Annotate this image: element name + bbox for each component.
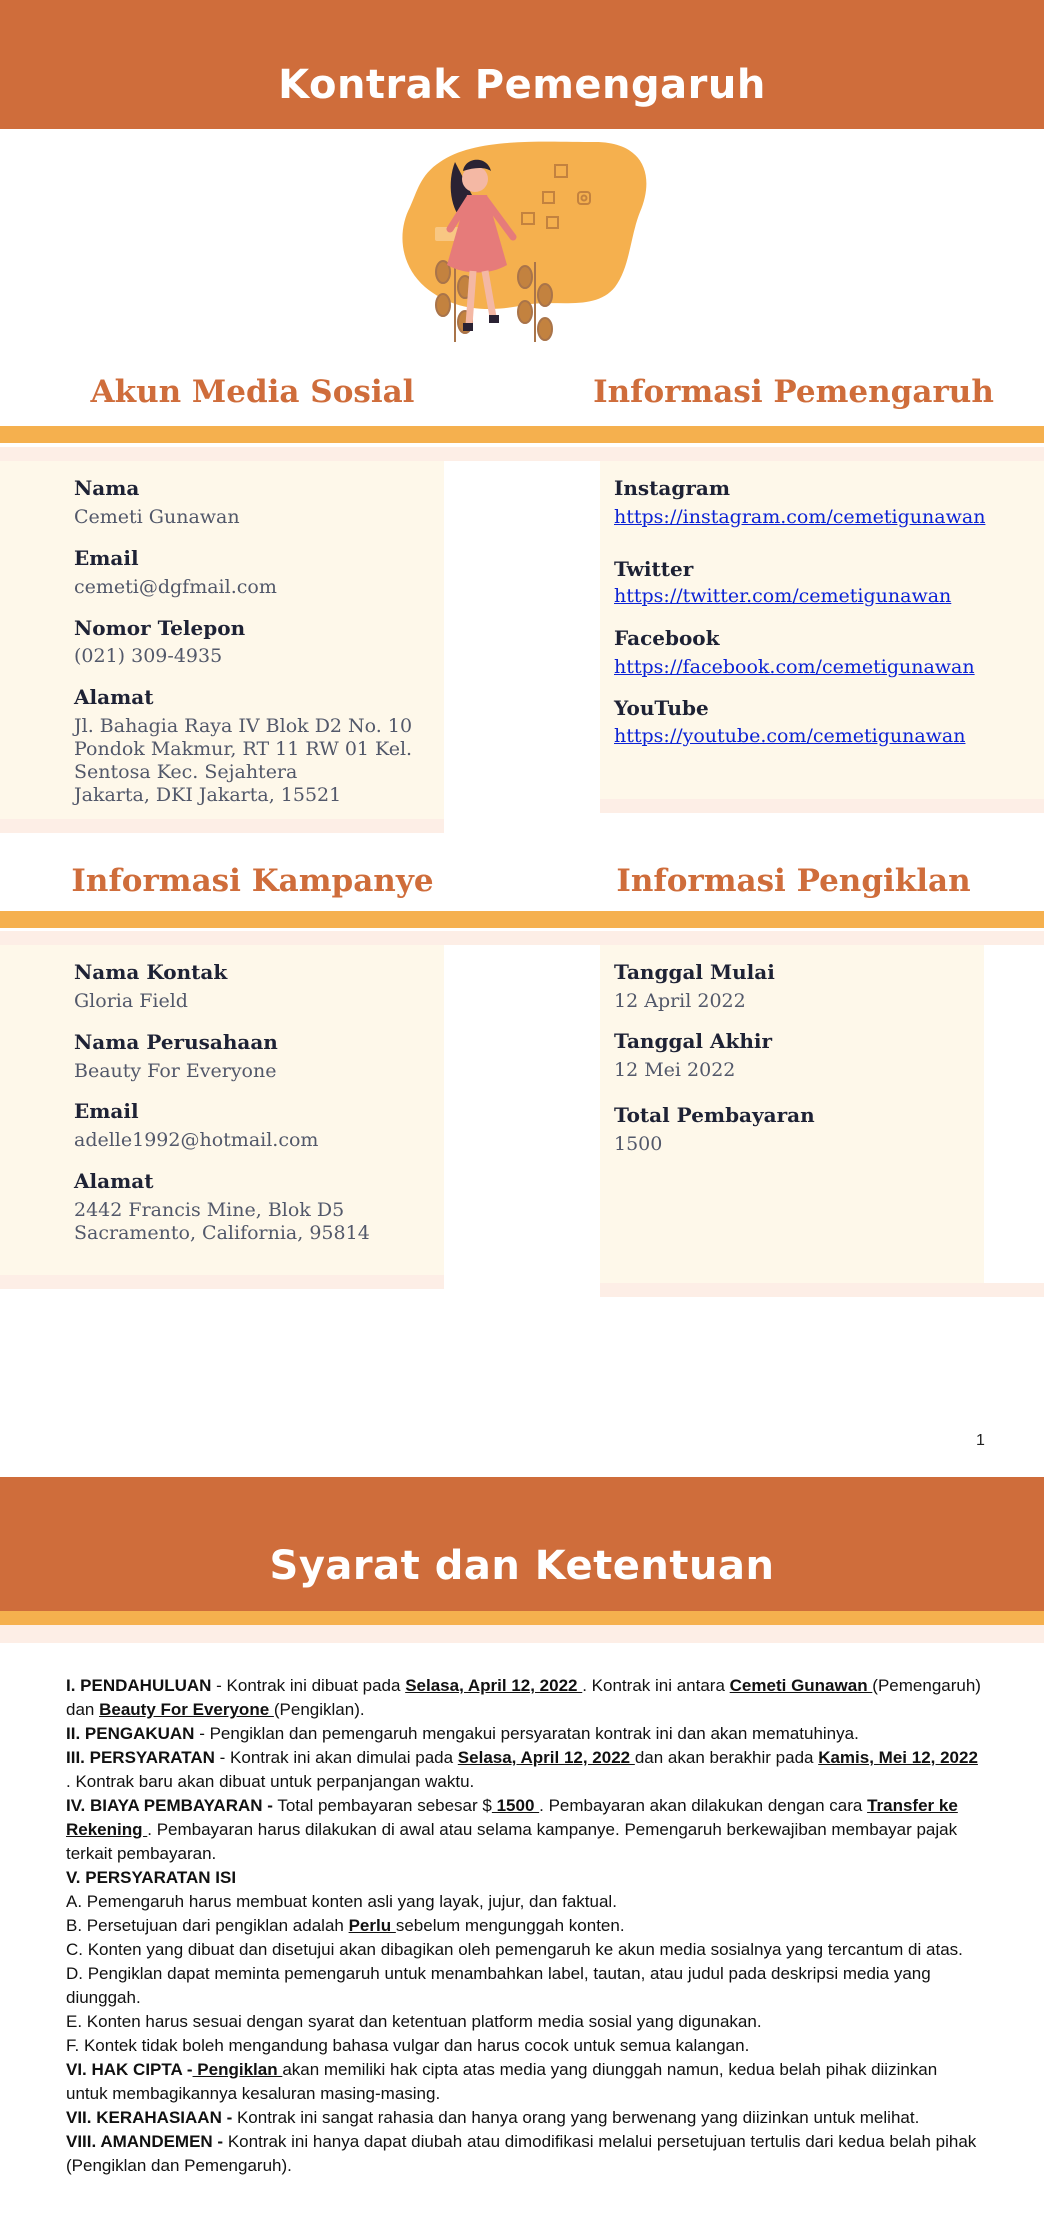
influencer-address-line: Jl. Bahagia Raya IV Blok D2 No. 10 (74, 715, 413, 737)
influencer-address-line: Sentosa Kec. Sejahtera (74, 761, 298, 783)
term-content-f: F. Kontek tidak boleh mengandung bahasa vulgar dan harus cocok untuk semua kalangan. (66, 2036, 750, 2055)
terms-body (66, 1674, 982, 2178)
contact-name-label: Nama Kontak (74, 960, 228, 984)
term-confidentiality: VII. KERAHASIAAN - Kontrak ini sangat rahasia dan hanya orang yang berwenang yang diizinkan untuk melihat. (66, 2108, 920, 2127)
terms-divider-strip (0, 1625, 1044, 1643)
divider-bar (0, 911, 1044, 928)
total-payment: 1500 (614, 1133, 663, 1155)
term-content-heading: V. PERSYARATAN ISI (66, 1868, 237, 1887)
divider-strip (0, 931, 1044, 945)
panel-bottom-strip (600, 799, 1044, 813)
campaign-address-line: Sacramento, California, 95814 (74, 1222, 370, 1244)
influencer-address-line: Jakarta, DKI Jakarta, 15521 (74, 784, 342, 806)
twitter-link[interactable]: https://twitter.com/cemetigunawan (614, 585, 952, 607)
youtube-label: YouTube (614, 696, 709, 720)
campaign-address-label: Alamat (74, 1169, 154, 1193)
divider-bar (0, 426, 1044, 443)
campaign-address-line: 2442 Francis Mine, Blok D5 (74, 1199, 345, 1221)
panel-bottom-strip (0, 819, 444, 833)
instagram-label: Instagram (614, 476, 730, 500)
influencer-phone: (021) 309-4935 (74, 645, 223, 667)
term-content-d: D. Pengiklan dapat meminta pemengaruh untuk menambahkan label, tautan, atau judul pada deskripsi media yang diunggah. (66, 1964, 931, 2007)
section-title-influencer: Informasi Pemengaruh (593, 374, 994, 410)
facebook-link[interactable]: https://facebook.com/cemetigunawan (614, 656, 975, 678)
end-date: 12 Mei 2022 (614, 1059, 736, 1081)
section-title-advertiser: Informasi Pengiklan (616, 863, 971, 899)
term-copyright: VI. HAK CIPTA - Pengiklan akan memiliki hak cipta atas media yang diunggah namun, kedua belah pihak diizinkan untuk membagikannya kesaluran masing-masing. (66, 2060, 938, 2103)
divider-strip (0, 447, 1044, 461)
terms-divider-bar (0, 1611, 1044, 1625)
campaign-email-label: Email (74, 1099, 139, 1123)
contact-name: Gloria Field (74, 990, 188, 1012)
total-payment-label: Total Pembayaran (614, 1103, 815, 1127)
influencer-address-label: Alamat (74, 685, 154, 709)
start-date: 12 April 2022 (614, 990, 746, 1012)
influencer-address-line: Pondok Makmur, RT 11 RW 01 Kel. (74, 738, 413, 760)
page-number: 1 (976, 1432, 985, 1449)
panel-bottom-strip (600, 1283, 1044, 1297)
influencer-name: Cemeti Gunawan (74, 506, 240, 528)
term-acknowledgement: II. PENGAKUAN - Pengiklan dan pemengaruh mengakui persyaratan kontrak ini dan akan mematuhinya. (66, 1724, 859, 1743)
term-content-b: B. Persetujuan dari pengiklan adalah Perlu sebelum mengunggah konten. (66, 1916, 625, 1935)
document-title: Kontrak Pemengaruh (278, 62, 766, 108)
term-requirements: III. PERSYARATAN - Kontrak ini akan dimulai pada Selasa, April 12, 2022 dan akan berakhir pada Kamis, Mei 12, 2022 . Kontrak baru akan dibuat untuk perpanjangan waktu. (66, 1748, 978, 1791)
influencer-illustration (395, 137, 655, 352)
start-date-label: Tanggal Mulai (614, 960, 775, 984)
term-content-a: A. Pemengaruh harus membuat konten asli yang layak, jujur, dan faktual. (66, 1892, 617, 1911)
term-introduction: I. PENDAHULUAN - Kontrak ini dibuat pada Selasa, April 12, 2022 . Kontrak ini antara Cemeti Gunawan (Pemengaruh) dan Beauty For Everyone (Pengiklan). (66, 1676, 981, 1719)
twitter-label: Twitter (614, 557, 694, 581)
influencer-phone-label: Nomor Telepon (74, 616, 246, 640)
term-content-e: E. Konten harus sesuai dengan syarat dan ketentuan platform media sosial yang digunakan. (66, 2012, 762, 2031)
company-name-label: Nama Perusahaan (74, 1030, 278, 1054)
term-amendment: VIII. AMANDEMEN - Kontrak ini hanya dapat diubah atau dimodifikasi melalui persetujuan tertulis dari kedua belah pihak (Pengiklan dan Pemengaruh). (66, 2132, 977, 2175)
campaign-email: adelle1992@hotmail.com (74, 1129, 319, 1151)
influencer-email-label: Email (74, 546, 139, 570)
term-payment: IV. BIAYA PEMBAYARAN - Total pembayaran sebesar $ 1500 . Pembayaran akan dilakukan dengan cara Transfer ke Rekening . Pembayaran harus dilakukan di awal atau selama kampanye. Pemengaruh berkewajiban membayar pajak terkait pembayaran. (66, 1796, 958, 1863)
company-name: Beauty For Everyone (74, 1060, 277, 1082)
panel-bottom-strip (0, 1275, 444, 1289)
youtube-link[interactable]: https://youtube.com/cemetigunawan (614, 725, 966, 747)
influencer-email: cemeti@dgfmail.com (74, 576, 277, 598)
facebook-label: Facebook (614, 626, 720, 650)
end-date-label: Tanggal Akhir (614, 1029, 773, 1053)
term-content-c: C. Konten yang dibuat dan disetujui akan dibagikan oleh pemengaruh ke akun media sosialnya yang tercantum di atas. (66, 1940, 963, 1959)
section-title-social: Akun Media Sosial (90, 374, 415, 410)
instagram-link[interactable]: https://instagram.com/cemetigunawan (614, 506, 986, 528)
influencer-name-label: Nama (74, 476, 140, 500)
terms-title: Syarat dan Ketentuan (269, 1543, 775, 1589)
section-title-campaign: Informasi Kampanye (71, 863, 434, 899)
